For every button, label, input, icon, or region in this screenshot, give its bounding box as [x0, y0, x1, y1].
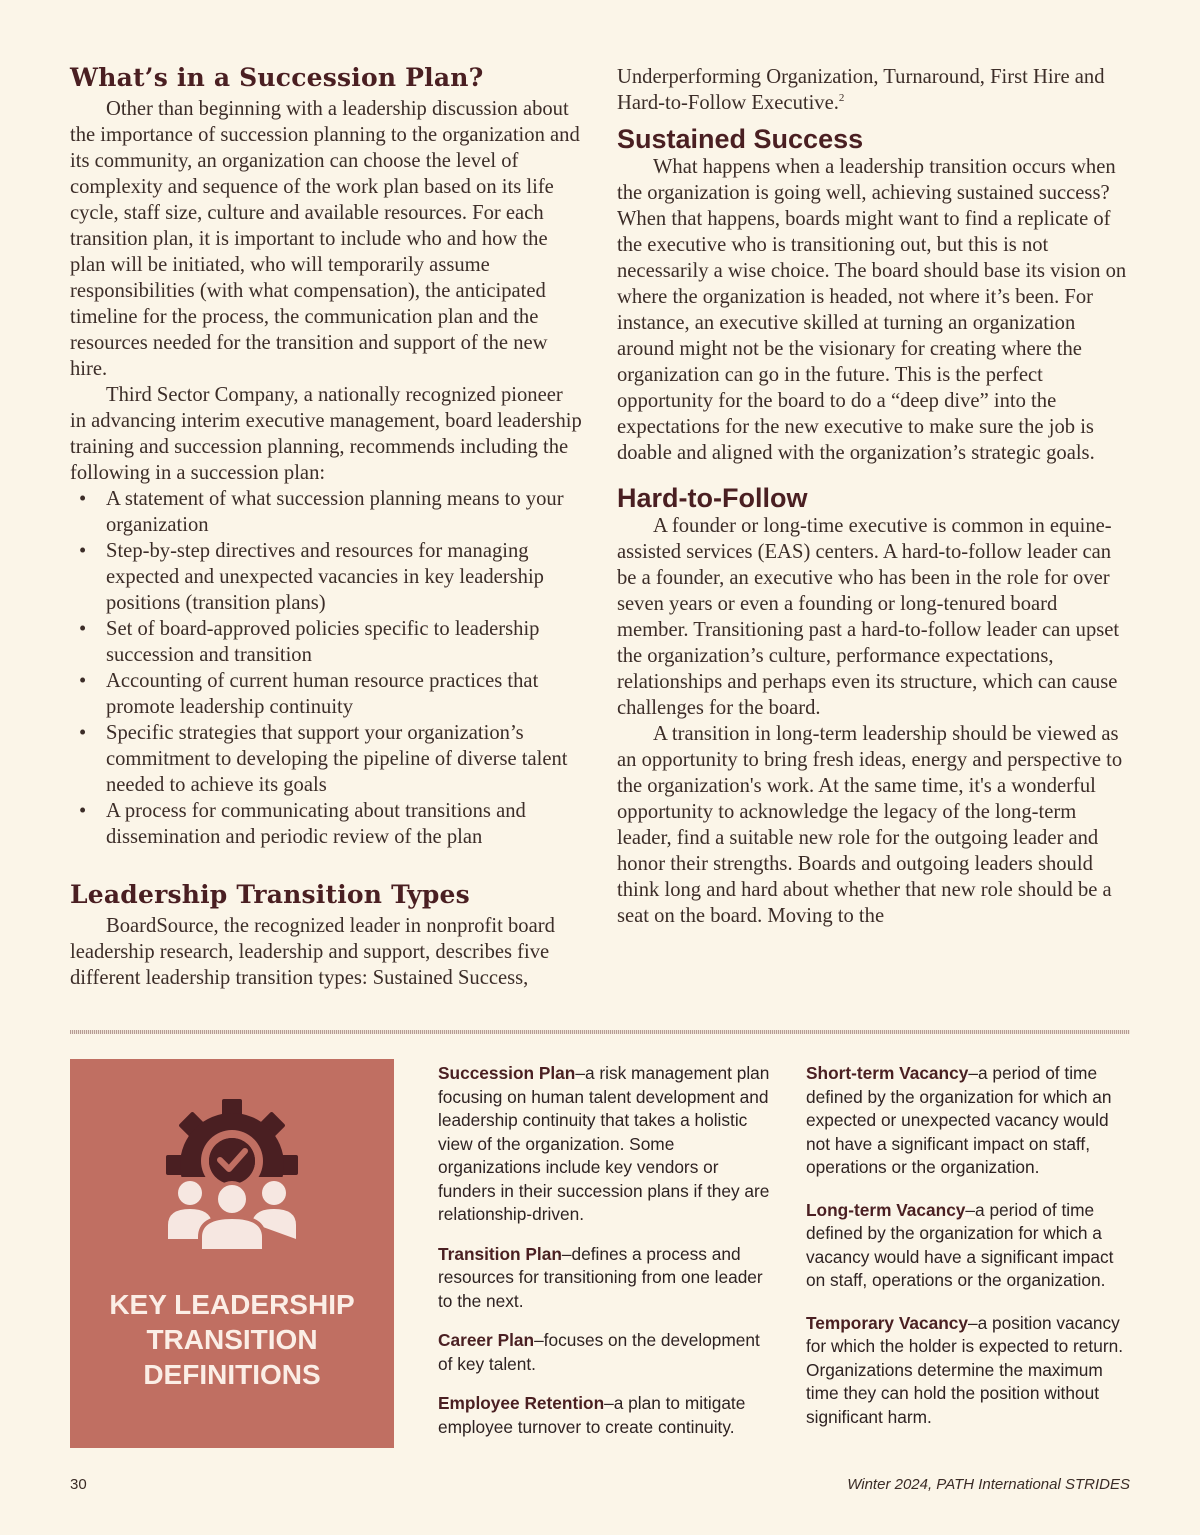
box-title-line: TRANSITION — [146, 1324, 318, 1355]
publication-footer: Winter 2024, PATH International STRIDES — [847, 1476, 1130, 1493]
definition-term: Career Plan — [438, 1330, 535, 1350]
list-item: • Step-by-step directives and resources for managing expected and unexpected vacancies in key leadership positions (transition plans) — [70, 538, 582, 616]
section-heading-hard-to-follow: Hard-to-Follow — [617, 483, 808, 513]
definitions-column — [438, 1062, 770, 1455]
definitions-column — [806, 1062, 1132, 1445]
definition-text: –defines a process and resources for transitioning from one leader to the next. — [438, 1243, 763, 1311]
definition-text: –a risk management plan focusing on human talent development and leadership continuity that takes a holistic view of the organization. Some organizations include key vendors or funders in their succession plans if they are relationship-driven. — [438, 1063, 770, 1224]
list-item: • A process for communicating about transitions and dissemination and periodic review of the plan — [70, 798, 582, 850]
definition-text: –a period of time defined by the organization for which a vacancy would have a significant impact on staff, operations or the organization. — [806, 1199, 1114, 1290]
definition-term: Succession Plan — [438, 1063, 576, 1083]
page-number: 30 — [70, 1476, 87, 1493]
definition-text: –a period of time defined by the organization for which an expected or unexpected vacancy would not have a significant impact on staff, operations or the organization. — [806, 1063, 1112, 1177]
section-heading-succession-plan: What’s in a Succession Plan? — [70, 63, 484, 92]
paragraph: Third Sector Company, a nationally recognized pioneer in advancing interim executive management, board leadership training and succession planning, recommends including the following in a succession plan: — [70, 384, 582, 484]
footnote-ref: 2 — [838, 92, 845, 105]
section-divider — [70, 1030, 1130, 1034]
section-heading-sustained-success: Sustained Success — [617, 124, 864, 154]
right-column — [617, 64, 1133, 929]
definition-text: –a plan to mitigate employee turnover to create continuity. — [438, 1393, 746, 1437]
box-title-line: DEFINITIONS — [143, 1359, 321, 1390]
box-title-line: KEY LEADERSHIP — [109, 1289, 355, 1320]
list-item: • A statement of what succession planning means to your organization — [70, 486, 582, 538]
paragraph: A transition in long-term leadership should be viewed as an opportunity to bring fresh ideas, energy and perspective to the organization's work. At the same time, it's a wonderful opportunity to acknowledge the legacy of the long-term leader, find a suitable new role for the outgoing leader and honor their strengths. Boards and outgoing leaders should think long and hard about whether that new role should be a seat on the board. Moving to the — [617, 723, 1123, 927]
definition-term: Long-term Vacancy — [806, 1199, 966, 1220]
list-item: • Accounting of current human resource practices that promote leadership continuity — [70, 668, 582, 720]
paragraph: Other than beginning with a leadership discussion about the importance of succession planning to the organization and its community, an organization can choose the level of complexity and sequence of the work plan based on its life cycle, staff size, culture and available resources. For each transition plan, it is important to include who and how the plan will be initiated, who will temporarily assume responsibilities (with what compensation), the anticipated timeline for the process, the communication plan and the resources needed for the transition and support of the new hire. — [70, 98, 580, 380]
definition — [438, 1329, 770, 1376]
definition-term: Temporary Vacancy — [806, 1312, 969, 1333]
definition — [806, 1199, 1132, 1293]
paragraph: What happens when a leadership transition occurs when the organization is going well, achieving sustained success? When that happens, boards might want to find a replicate of the executive who is transitioning out, but this is not necessarily a wise choice. The board should base its vision on where the organization is headed, not where it’s been. For instance, an executive skilled at turning an organization around might not be the visionary for creating where the organization can go in the future. This is the perfect opportunity for the board to do a “deep dive” into the expectations for the new executive to make sure the job is doable and aligned with the organization’s strategic goals. — [617, 156, 1127, 464]
paragraph: BoardSource, the recognized leader in nonprofit board leadership research, leadership and support, describes five different leadership transition types: Sustained Success, — [70, 915, 555, 989]
definition — [438, 1062, 770, 1227]
definition-term: Employee Retention — [438, 1393, 605, 1413]
definition-text: –a position vacancy for which the holder is expected to return. Organizations determine the maximum time they can hold the position without significant harm. — [806, 1312, 1123, 1427]
definition — [806, 1062, 1132, 1180]
definition-text: –focuses on the development of key talent. — [438, 1330, 760, 1374]
gear-with-people-checkmark-icon — [166, 1099, 298, 1251]
left-column — [70, 62, 582, 991]
paragraph-continuation — [617, 64, 1133, 116]
list-item: • Specific strategies that support your organization’s commitment to developing the pipeline of diverse talent needed to achieve its goals — [70, 720, 582, 798]
list-item: • Set of board-approved policies specific to leadership succession and transition — [70, 616, 582, 668]
section-heading-transition-types: Leadership Transition Types — [70, 880, 470, 909]
definition — [438, 1243, 770, 1314]
key-definitions-box — [70, 1059, 394, 1448]
definition-term: Short-term Vacancy — [806, 1063, 969, 1083]
definition — [438, 1392, 770, 1439]
definition-term: Transition Plan — [438, 1243, 562, 1264]
definition — [806, 1312, 1132, 1430]
paragraph: A founder or long-time executive is common in equine-assisted services (EAS) centers. A hard-to-follow leader can be a founder, an executive who has been in the role for over seven years or even a founding or long-tenured board member. Transitioning past a hard-to-follow leader can upset the organization’s culture, performance expectations, relationships and perhaps even its structure, which can cause challenges for the board. — [617, 515, 1120, 719]
continuation-text: Underperforming Organization, Turnaround, First Hire and Hard-to-Follow Executive. — [617, 66, 1105, 114]
bullet-list — [70, 486, 582, 850]
box-title — [70, 1287, 394, 1392]
